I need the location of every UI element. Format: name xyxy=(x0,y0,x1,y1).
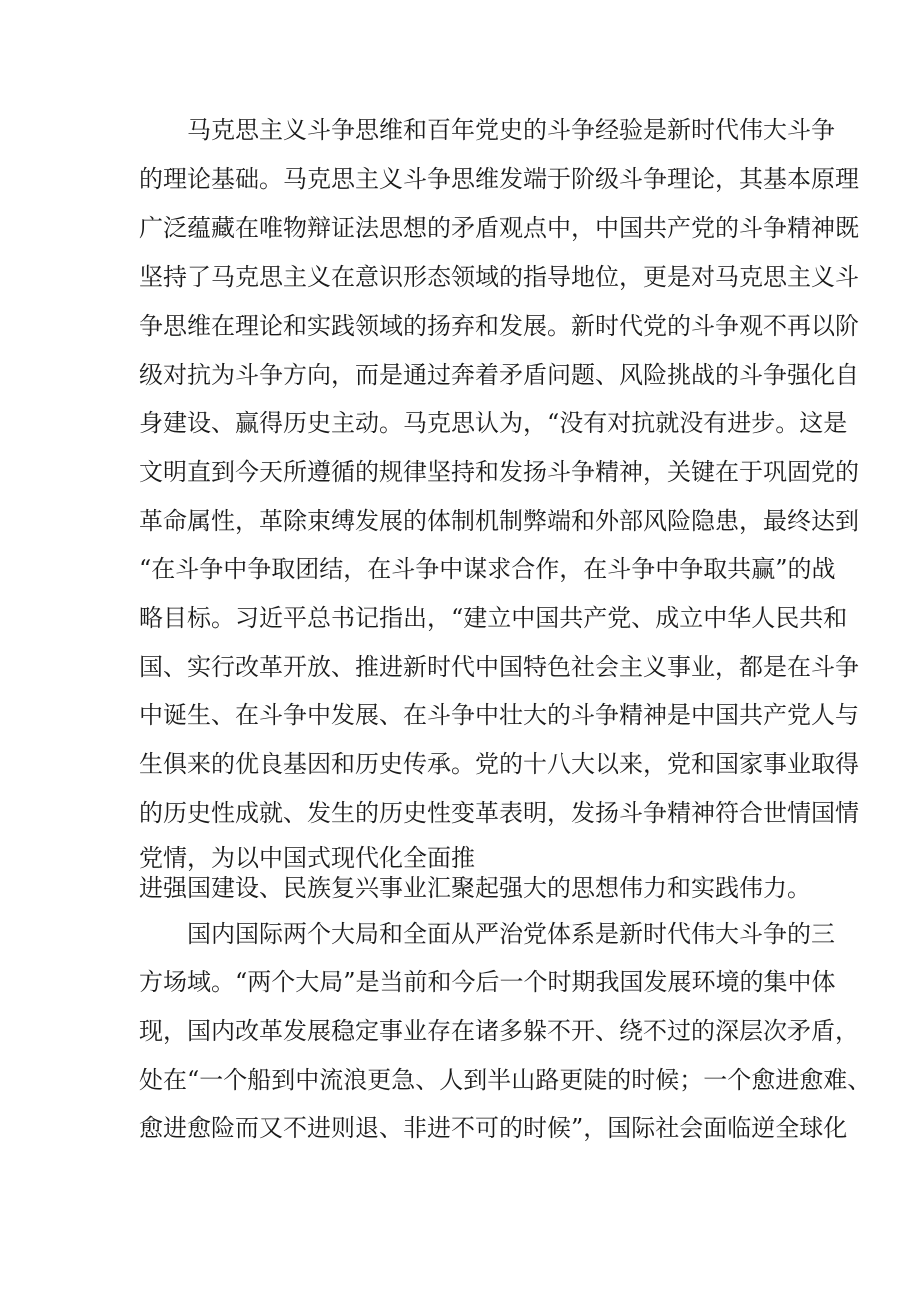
paragraph-1-line-2: 的理论基础。马克思主义斗争思维发端于阶级斗争理论，其基本原理 xyxy=(139,165,859,193)
paragraph-1-line-3: 广泛蕴藏在唯物辩证法思想的矛盾观点中，中国共产党的斗争精神既 xyxy=(139,214,859,242)
paragraph-1-line-16: 党情，为以中国式现代化全面推 xyxy=(139,844,475,872)
paragraph-1-line-12: 国、实行改革开放、推进新时代中国特色社会主义事业，都是在斗争 xyxy=(139,653,859,681)
paragraph-1-line-8: 文明直到今天所遵循的规律坚持和发扬斗争精神，关键在于巩固党的 xyxy=(139,458,859,486)
paragraph-1-line-5: 争思维在理论和实践领域的扬弃和发展。新时代党的斗争观不再以阶 xyxy=(139,312,859,340)
paragraph-1-line-17: 进强国建设、民族复兴事业汇聚起强大的思想伟力和实践伟力。 xyxy=(139,874,811,902)
paragraph-1-line-11: 略目标。习近平总书记指出，“建立中国共产党、成立中华人民共和 xyxy=(139,604,848,632)
paragraph-1-line-15: 的历史性成就、发生的历史性变革表明，发扬斗争精神符合世情国情 xyxy=(139,799,859,827)
paragraph-2-line-2: 方场域。“两个大局”是当前和今后一个时期我国发展环境的集中体 xyxy=(139,968,836,996)
paragraph-1-line-6: 级对抗为斗争方向，而是通过奔着矛盾问题、风险挑战的斗争强化自 xyxy=(139,361,859,389)
paragraph-1-line-9: 革命属性，革除束缚发展的体制机制弊端和外部风险隐患，最终达到 xyxy=(139,507,859,535)
paragraph-1-line-4: 坚持了马克思主义在意识形态领域的指导地位，更是对马克思主义斗 xyxy=(139,263,859,291)
paragraph-1-line-1: 马克思主义斗争思维和百年党史的斗争经验是新时代伟大斗争 xyxy=(187,116,835,144)
paragraph-1-line-13: 中诞生、在斗争中发展、在斗争中壮大的斗争精神是中国共产党人与 xyxy=(139,701,859,729)
paragraph-2-line-4: 处在“一个船到中流浪更急、人到半山路更陡的时候；一个愈进愈难、 xyxy=(139,1066,872,1094)
paragraph-2-line-1: 国内国际两个大局和全面从严治党体系是新时代伟大斗争的三 xyxy=(187,920,835,948)
paragraph-2-line-3: 现，国内改革发展稳定事业存在诸多躲不开、绕不过的深层次矛盾， xyxy=(139,1017,859,1045)
paragraph-2-line-5: 愈进愈险而又不进则退、非进不可的时候”，国际社会面临逆全球化 xyxy=(139,1114,848,1142)
paragraph-1-line-10: “在斗争中争取团结，在斗争中谋求合作，在斗争中争取共赢”的战 xyxy=(139,555,836,583)
paragraph-1-line-14: 生俱来的优良基因和历史传承。党的十八大以来，党和国家事业取得 xyxy=(139,750,859,778)
paragraph-1-line-7: 身建设、赢得历史主动。马克思认为，“没有对抗就没有进步。这是 xyxy=(139,409,848,437)
